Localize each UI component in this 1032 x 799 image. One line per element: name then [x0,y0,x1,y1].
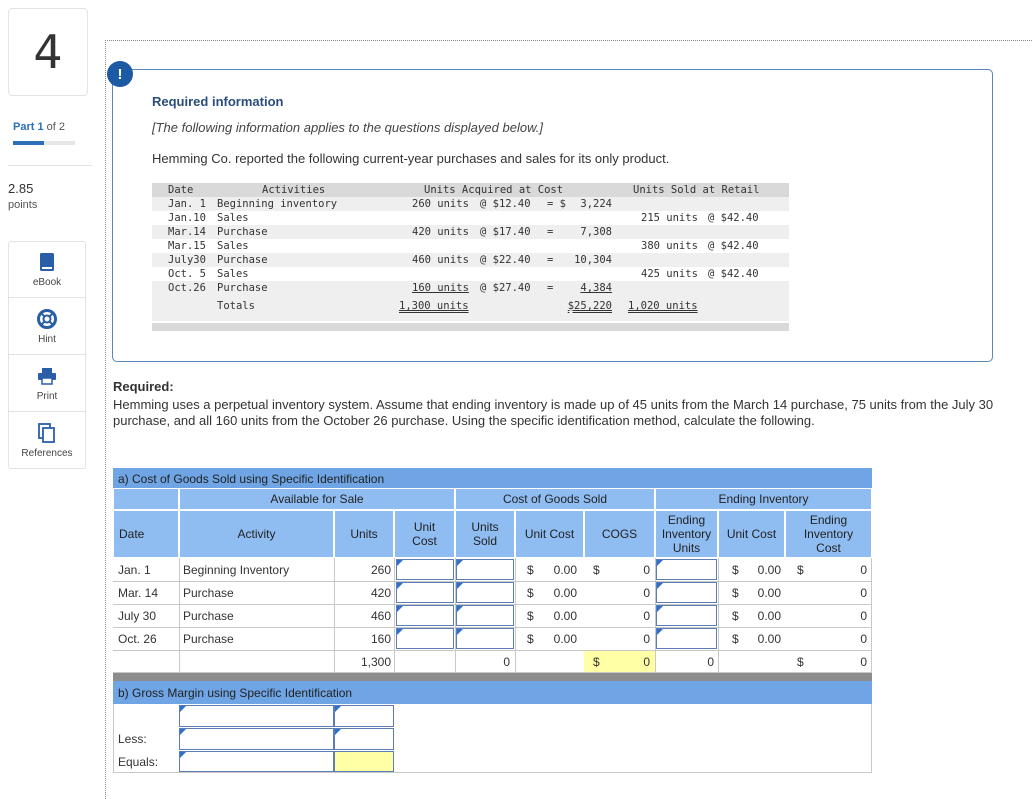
row-date: Mar.14 [168,226,206,238]
ending-units-input[interactable] [656,582,717,603]
row-activity: Purchase [183,632,234,646]
row-acq-units: 460 units [412,254,469,266]
col-sold-header: Units Sold at Retail [633,184,760,196]
question-number: 4 [8,8,88,96]
row-ending-cost: 0 [860,609,867,623]
totals-acq-cost: $25,220 [567,300,612,312]
row-acq-cost: 3,224 [580,198,612,210]
units-sold-input[interactable] [456,628,514,649]
row-ending-cost: 0 [860,563,867,577]
answer-worksheet [113,466,872,773]
col-cogs: COGS [584,510,655,558]
group-ending-inventory: Ending Inventory [655,488,872,510]
row-cogs: 0 [643,563,650,577]
group-cost-of-goods-sold: Cost of Goods Sold [455,488,655,510]
row-date: Jan.10 [168,212,206,224]
row-acq-at: @ $17.40 [480,226,531,238]
references-label: References [21,448,73,459]
required-information-title: Required information [152,94,284,109]
units-sold-input[interactable] [456,559,514,580]
row-divider [113,650,872,651]
row-cogs-unit-cost: 0.00 [553,632,577,646]
gross-margin-line1-amount-input[interactable] [334,705,394,727]
row-sold-at: @ $42.40 [708,212,759,224]
required-information-intro: Hemming Co. reported the following current-year purchases and sales for its only product. [152,151,670,166]
part-a-title: a) Cost of Goods Sold using Specific Identification [118,472,385,486]
row-activity: Sales [217,240,249,252]
part-current: Part 1 [13,121,44,133]
row-activity: Beginning Inventory [183,563,290,577]
col-cogs-unit-cost: Unit Cost [515,510,584,558]
purchases-sales-table [152,183,789,331]
col-divider [334,558,335,672]
print-button[interactable] [8,355,86,412]
col-divider [394,558,395,672]
row-acq-eq: = $ [547,198,566,210]
less-label: Less: [118,732,147,746]
row-acq-cost: 4,384 [580,282,612,294]
ebook-label: eBook [32,276,62,288]
row-date: Mar. 14 [118,586,159,600]
total-cogs: 0 [643,655,650,669]
row-activity: Beginning inventory [217,198,338,210]
hint-button[interactable] [8,298,86,355]
required-label: Required: [113,379,174,394]
part-indicator [13,121,65,133]
row-ending-unit-cost: 0.00 [757,563,781,577]
part-progress-fill [13,141,44,145]
row-activity: Purchase [217,254,268,266]
part-progress-bar [13,141,75,145]
required-text: Hemming uses a perpetual inventory system. Assume that ending inventory is made up of 45 units from the March 14 purchase, 75 units from the July 30 purchase, and all 160 units from the October 26 purchase. Using the specific identification method, calculate the following. [113,397,994,428]
content-frame-top [105,40,1032,41]
total-units: 1,300 [360,655,391,669]
group-blank [113,488,179,510]
col-divider [718,558,719,672]
row-ending-dollar: $ [732,586,739,600]
row-date: Oct. 5 [168,268,206,280]
row-cogs: 0 [643,632,650,646]
col-acquired-header: Units Acquired at Cost [424,184,564,196]
row-date: Jan. 1 [168,198,206,210]
row-units: 260 [370,563,391,577]
gross-margin-line1-label-input[interactable] [179,705,334,727]
row-sold-units: 215 units [641,212,698,224]
print-icon [37,365,57,387]
row-ending-cost: 0 [860,586,867,600]
row-activity: Sales [217,212,249,224]
col-divider [871,558,872,672]
totals-acq-units: 1,300 units [399,300,469,312]
col-divider [113,704,114,773]
gross-margin-line3-label-input[interactable] [179,751,334,772]
row-date: Jan. 1 [118,563,151,577]
alert-icon: ! [107,61,133,87]
row-date: July30 [168,254,206,266]
section-separator [113,673,872,681]
col-divider [179,558,180,672]
row-ending-unit-cost: 0.00 [757,586,781,600]
row-ending-cost-dollar: $ [797,563,804,577]
row-cogs-unit-cost: 0.00 [553,563,577,577]
part-b-title-bar [113,681,872,704]
points-label: points [8,199,38,211]
row-acq-units: 160 units [412,282,469,294]
row-acq-eq: = [547,282,554,294]
row-sold-at: @ $42.40 [708,240,759,252]
ending-units-input[interactable] [656,559,717,580]
col-ending-cost: Ending Inventory Cost [785,510,872,558]
row-cogs-dollar: $ [527,632,534,646]
row-ending-dollar: $ [732,609,739,623]
total-ending-cost-dollar: $ [797,655,804,669]
row-activity: Purchase [217,226,268,238]
col-unit-cost: Unit Cost [394,510,455,558]
book-icon [38,251,56,273]
row-date: Oct. 26 [118,632,157,646]
col-activity: Activity [179,510,334,558]
gross-margin-line2-label-input[interactable] [179,728,334,750]
hint-icon [37,308,57,330]
row-units: 160 [370,632,391,646]
unit-cost-input[interactable] [396,559,454,580]
row-cogs-dollar: $ [527,609,534,623]
row-units: 420 [370,586,391,600]
row-acq-eq: = [547,254,554,266]
equals-label: Equals: [118,755,159,769]
col-units-sold: Units Sold [455,510,515,558]
table-bottom-band [152,323,789,331]
row-date: July 30 [118,609,157,623]
row-divider [113,772,872,773]
row-activity: Purchase [217,282,268,294]
row-acq-units: 420 units [412,226,469,238]
gross-margin-total-cell [334,751,394,772]
row-acq-at: @ $22.40 [480,254,531,266]
row-date: Mar.15 [168,240,206,252]
row-acq-cost: 7,308 [580,226,612,238]
col-divider [871,704,872,773]
points-value: 2.85 [8,181,34,196]
references-button[interactable] [8,412,86,469]
row-cogs-dollar: $ [527,563,534,577]
row-sold-units: 425 units [641,268,698,280]
row-acq-cost: 10,304 [574,254,612,266]
part-of: of 2 [46,121,65,133]
row-activity: Purchase [183,609,234,623]
group-available-for-sale: Available for Sale [179,488,455,510]
row-acq-eq: = [547,226,554,238]
total-ending-units: 0 [707,655,714,669]
col-units: Units [334,510,394,558]
row-cogs-dollar: $ [527,586,534,600]
col-date: Date [113,510,179,558]
unit-cost-input[interactable] [396,605,454,626]
row-ending-cost: 0 [860,632,867,646]
sidebar-divider [8,165,92,166]
units-sold-input[interactable] [456,605,514,626]
gross-margin-line2-amount-input[interactable] [334,728,394,750]
totals-sold-units: 1,020 units [628,300,698,312]
row-ending-dollar: $ [732,632,739,646]
row-units: 460 [370,609,391,623]
row-cogs: 0 [643,609,650,623]
row-cogs-unit-cost: 0.00 [553,586,577,600]
row-ending-unit-cost: 0.00 [757,632,781,646]
col-ending-unit-cost: Unit Cost [718,510,785,558]
total-units-sold: 0 [503,655,510,669]
row-acq-at: @ $12.40 [480,198,531,210]
row-activity: Purchase [183,586,234,600]
row-ending-unit-cost: 0.00 [757,609,781,623]
references-icon [38,422,56,444]
row-cogs-unit-cost: 0.00 [553,609,577,623]
part-a-title-bar [113,468,872,488]
unit-cost-input[interactable] [396,628,454,649]
col-activities-header: Activities [262,184,326,196]
totals-label: Totals [217,300,255,312]
print-label: Print [36,390,58,402]
ending-units-input[interactable] [656,628,717,649]
row-ending-dollar: $ [732,563,739,577]
units-sold-input[interactable] [456,582,514,603]
row-acq-at: @ $27.40 [480,282,531,294]
total-cogs-dollar: $ [593,655,600,669]
row-sold-units: 380 units [641,240,698,252]
total-ending-cost: 0 [860,655,867,669]
row-date: Oct.26 [168,282,206,294]
row-cogs: 0 [643,586,650,600]
ending-units-input[interactable] [656,605,717,626]
col-ending-units: Ending Inventory Units [655,510,718,558]
row-sold-at: @ $42.40 [708,268,759,280]
col-date-header: Date [168,184,194,196]
content-frame-left [105,40,106,799]
part-b-title: b) Gross Margin using Specific Identification [118,686,353,700]
row-acq-units: 260 units [412,198,469,210]
hint-label: Hint [38,333,56,345]
row-activity: Sales [217,268,249,280]
ebook-button[interactable] [8,241,86,298]
required-information-subtitle: [The following information applies to the questions displayed below.] [152,120,543,135]
unit-cost-input[interactable] [396,582,454,603]
row-cogs-total-dollar: $ [593,563,600,577]
col-divider [515,558,516,672]
